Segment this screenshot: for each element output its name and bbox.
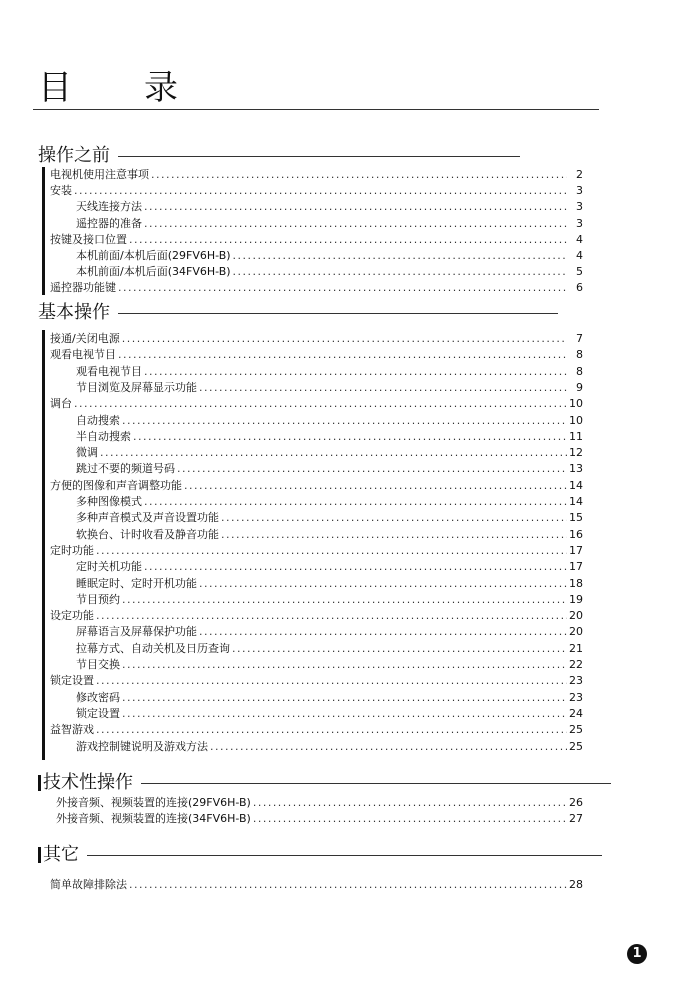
toc-entry-page: 23 (569, 674, 583, 688)
toc-entry[interactable] (76, 249, 583, 263)
dot-leader (253, 796, 567, 810)
toc-entry[interactable] (76, 658, 583, 672)
toc-entry-title: 拉幕方式、自动关机及日历查询 (76, 641, 230, 655)
section-side-bar (42, 167, 45, 295)
toc-entry-page: 2 (576, 168, 583, 181)
toc-entry-page: 10 (569, 413, 583, 427)
dot-leader (96, 609, 567, 623)
toc-entry-page: 5 (576, 265, 583, 279)
toc-entry-page: 9 (576, 380, 583, 394)
toc-entry-title: 节目预约 (76, 592, 120, 606)
toc-entry[interactable] (76, 707, 583, 721)
toc-entry[interactable] (76, 430, 583, 444)
toc-entry-page: 3 (576, 216, 583, 230)
dot-leader (122, 332, 567, 346)
toc-entry[interactable] (76, 691, 583, 705)
toc-entry-title: 节目交换 (76, 658, 120, 671)
toc-entry-page: 25 (569, 723, 583, 737)
toc-entry-page: 14 (569, 495, 583, 508)
toc-entry[interactable] (76, 200, 583, 214)
section-heading (38, 773, 611, 793)
toc-entry-title: 节目浏览及屏幕显示功能 (76, 380, 197, 394)
dot-leader (96, 674, 567, 688)
dot-leader (184, 479, 567, 493)
heading-bar (38, 847, 41, 863)
section-heading (38, 146, 520, 166)
toc-entry-page: 22 (569, 658, 583, 671)
toc-entry[interactable] (76, 528, 583, 542)
toc-entry[interactable] (76, 217, 583, 231)
dot-leader (96, 723, 567, 737)
toc-entry-title: 观看电视节目 (50, 348, 116, 362)
toc-entry-title: 屏幕语言及屏幕保护功能 (76, 625, 197, 639)
toc-entry[interactable] (56, 796, 583, 810)
toc-entry-page: 7 (576, 332, 583, 345)
toc-entry-title: 本机前面/本机后面(29FV6H-B) (76, 249, 231, 262)
section-heading-label: 操作之前 (38, 145, 110, 166)
section-heading-label: 技术性操作 (43, 772, 133, 793)
toc-entry-page: 24 (569, 706, 583, 720)
toc-entry-title: 游戏控制键说明及游戏方法 (76, 739, 208, 753)
toc-entry-title: 微调 (76, 446, 98, 460)
toc-entry[interactable] (76, 625, 583, 639)
toc-entry[interactable] (76, 446, 583, 460)
dot-leader (133, 430, 567, 444)
dot-leader (129, 878, 567, 892)
heading-bar (38, 775, 41, 791)
toc-entry-title: 多种图像模式 (76, 495, 142, 508)
dot-leader (74, 184, 567, 198)
toc-entry-page: 18 (569, 576, 583, 590)
dot-leader (199, 381, 567, 395)
toc-entry-title: 外接音频、视频装置的连接(34FV6H-B) (56, 812, 251, 825)
toc-entry-page: 10 (569, 397, 583, 411)
dot-leader (253, 812, 567, 826)
toc-entry-title: 外接音频、视频装置的连接(29FV6H-B) (56, 796, 251, 809)
toc-entry-page: 26 (569, 796, 583, 809)
section-rule (118, 156, 520, 157)
toc-entry[interactable] (50, 233, 583, 247)
toc-entry-title: 安装 (50, 184, 72, 198)
toc-entry[interactable] (76, 560, 583, 574)
toc-entry[interactable] (50, 479, 583, 493)
toc-entry-page: 16 (569, 527, 583, 541)
dot-leader (221, 528, 567, 542)
toc-entry[interactable] (76, 577, 583, 591)
dot-leader (118, 281, 567, 295)
toc-entry[interactable] (50, 674, 583, 688)
toc-entry-title: 定时功能 (50, 543, 94, 557)
toc-entry-title: 简单故障排除法 (50, 878, 127, 891)
toc-entry[interactable] (50, 723, 583, 737)
dot-leader (199, 625, 567, 639)
page-number-badge: 1 (627, 944, 647, 964)
toc-entry-page: 27 (569, 812, 583, 825)
toc-entry-title: 按键及接口位置 (50, 232, 127, 246)
dot-leader (233, 249, 567, 263)
dot-leader (144, 495, 567, 509)
toc-entry-title: 修改密码 (76, 690, 120, 704)
section-rule (87, 855, 602, 856)
toc-entry[interactable] (50, 332, 583, 346)
toc-entry-page: 21 (569, 641, 583, 655)
toc-entry-title: 设定功能 (50, 609, 94, 623)
toc-entry-title: 天线连接方法 (76, 200, 142, 214)
dot-leader (232, 642, 567, 656)
toc-entry-page: 13 (569, 462, 583, 476)
dot-leader (144, 217, 567, 231)
toc-entry-title: 遥控器功能键 (50, 281, 116, 295)
toc-entry-page: 17 (569, 543, 583, 557)
section-rule (118, 313, 558, 314)
toc-entry[interactable] (76, 414, 583, 428)
dot-leader (144, 365, 567, 379)
dot-leader (221, 511, 567, 525)
dot-leader (122, 691, 567, 705)
toc-entry-page: 11 (569, 429, 583, 443)
toc-entry[interactable] (50, 544, 583, 558)
section-heading (38, 845, 602, 865)
toc-entry-title: 本机前面/本机后面(34FV6H-B) (76, 265, 231, 279)
toc-entry[interactable] (50, 184, 583, 198)
section-side-bar (42, 330, 45, 760)
title-rule (33, 109, 599, 110)
section-heading-label: 基本操作 (38, 302, 110, 323)
section-rule (141, 783, 611, 784)
toc-entry-page: 15 (569, 511, 583, 525)
dot-leader (122, 658, 567, 672)
toc-entry-title: 半自动搜索 (76, 429, 131, 443)
toc-entry-page: 3 (576, 200, 583, 214)
toc-entry[interactable] (76, 511, 583, 525)
toc-entry-page: 23 (569, 690, 583, 704)
toc-entry[interactable] (76, 265, 583, 279)
page-title: 目录 (38, 68, 250, 108)
toc-entry-title: 睡眠定时、定时开机功能 (76, 576, 197, 590)
dot-leader (129, 233, 567, 247)
toc-entry[interactable] (50, 348, 583, 362)
dot-leader (199, 577, 567, 591)
toc-entry[interactable] (76, 593, 583, 607)
dot-leader (122, 593, 567, 607)
toc-entry[interactable] (76, 365, 583, 379)
toc-entry[interactable] (50, 168, 583, 182)
section-heading-label: 其它 (43, 844, 79, 865)
section-heading (38, 303, 558, 323)
toc-entry[interactable] (76, 642, 583, 656)
toc-entry-page: 8 (576, 364, 583, 378)
toc-entry[interactable] (56, 812, 583, 826)
toc-entry-title: 方便的图像和声音调整功能 (50, 478, 182, 492)
toc-entry-page: 28 (569, 878, 583, 891)
dot-leader (233, 265, 567, 279)
toc-entry-title: 观看电视节目 (76, 364, 142, 378)
toc-entry[interactable] (76, 381, 583, 395)
toc-entry-title: 自动搜索 (76, 413, 120, 427)
toc-entry[interactable] (50, 878, 583, 892)
dot-leader (177, 462, 567, 476)
dot-leader (96, 544, 567, 558)
toc-entry-title: 跳过不要的频道号码 (76, 462, 175, 476)
toc-entry-title: 多种声音模式及声音设置功能 (76, 511, 219, 525)
toc-entry-title: 调台 (50, 397, 72, 411)
dot-leader (122, 707, 567, 721)
toc-entry-page: 19 (569, 592, 583, 606)
toc-entry-page: 20 (569, 625, 583, 639)
dot-leader (210, 740, 567, 754)
toc-entry-title: 接通/关闭电源 (50, 332, 120, 345)
toc-entry-page: 20 (569, 609, 583, 623)
toc-entry[interactable] (76, 495, 583, 509)
toc-entry-page: 3 (576, 184, 583, 198)
toc-entry[interactable] (50, 281, 583, 295)
toc-entry-page: 25 (569, 739, 583, 753)
toc-entry-title: 益智游戏 (50, 723, 94, 737)
toc-entry-title: 软换台、计时收看及静音功能 (76, 527, 219, 541)
dot-leader (144, 200, 567, 214)
toc-entry-page: 4 (576, 232, 583, 246)
dot-leader (122, 414, 567, 428)
toc-entry-page: 4 (576, 249, 583, 262)
toc-entry-page: 8 (576, 348, 583, 362)
toc-entry[interactable] (50, 397, 583, 411)
toc-entry-title: 电视机使用注意事项 (50, 168, 149, 181)
dot-leader (74, 397, 567, 411)
toc-entry-title: 锁定设置 (50, 674, 94, 688)
dot-leader (151, 168, 567, 182)
toc-entry-page: 12 (569, 446, 583, 460)
toc-entry-page: 14 (569, 478, 583, 492)
dot-leader (118, 348, 567, 362)
toc-entry[interactable] (76, 462, 583, 476)
toc-entry-title: 遥控器的准备 (76, 216, 142, 230)
toc-entry[interactable] (50, 609, 583, 623)
toc-entry-title: 定时关机功能 (76, 560, 142, 574)
toc-entry-page: 17 (569, 560, 583, 574)
toc-entry-title: 锁定设置 (76, 706, 120, 720)
dot-leader (100, 446, 567, 460)
dot-leader (144, 560, 567, 574)
toc-entry[interactable] (76, 740, 583, 754)
toc-entry-page: 6 (576, 281, 583, 295)
